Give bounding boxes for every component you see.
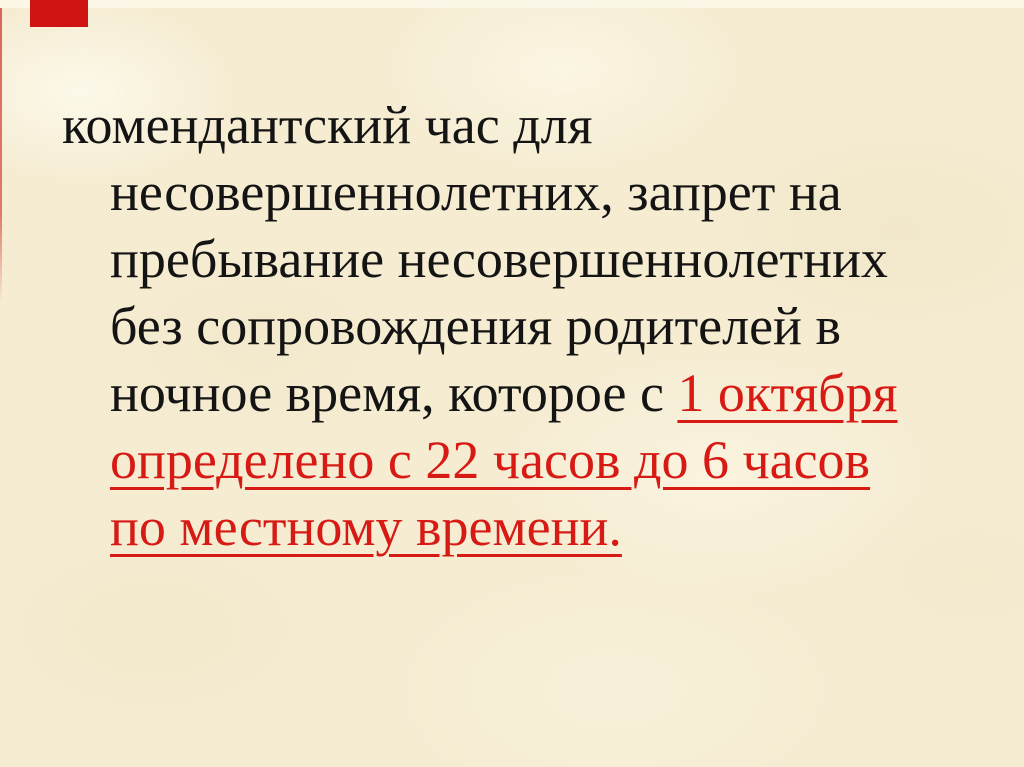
slide-text — [62, 92, 990, 561]
text-line — [110, 293, 990, 360]
body-text: без сопровождения родителей в — [110, 296, 841, 356]
text-line — [110, 159, 990, 226]
body-text: комендантский час для — [62, 95, 593, 155]
top-edge-highlight — [0, 0, 1024, 8]
body-text: ночное время, которое с — [110, 363, 678, 423]
highlighted-red-text: 1 октября — [677, 363, 898, 423]
text-line — [110, 494, 990, 561]
highlighted-red-text: определено с 22 часов до 6 часов — [110, 430, 871, 490]
body-text: несовершеннолетних, запрет на — [110, 162, 842, 222]
text-line — [110, 360, 990, 427]
text-line — [62, 92, 990, 159]
text-line — [110, 226, 990, 293]
red-corner-marker — [30, 0, 88, 27]
body-text: пребывание несовершеннолетних — [110, 229, 888, 289]
text-line — [110, 427, 990, 494]
highlighted-red-text: по местному времени. — [110, 497, 622, 557]
left-edge-red-line — [0, 8, 2, 303]
